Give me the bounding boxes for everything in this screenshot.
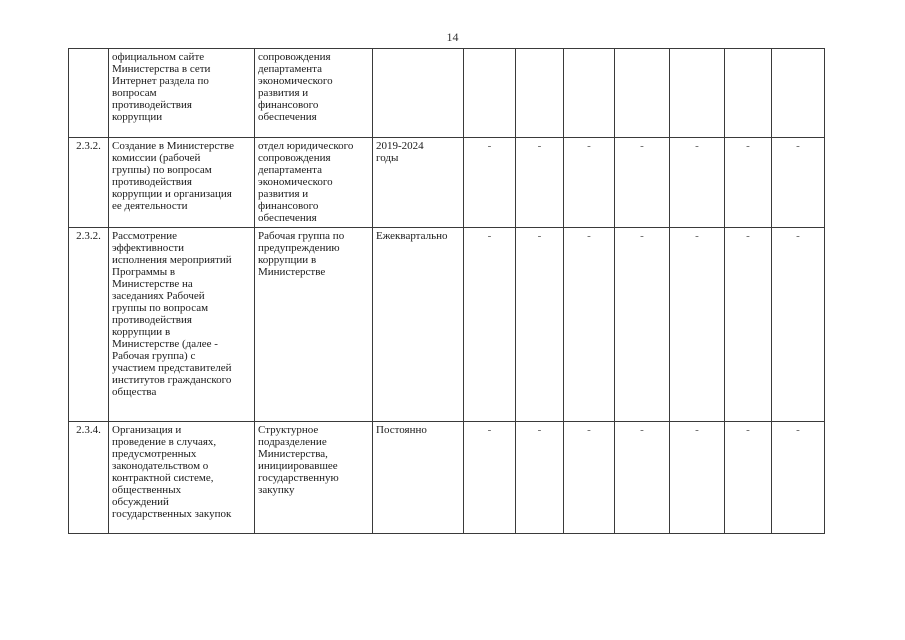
year-mark: -	[564, 422, 615, 534]
year-mark: -	[464, 228, 516, 422]
year-mark	[725, 49, 772, 138]
year-mark: -	[670, 228, 725, 422]
year-mark: -	[564, 228, 615, 422]
term-cell: Ежеквартально	[373, 228, 464, 422]
responsible-cell: Структурное подразделение Министерства, инициировавшее государственную закупку	[255, 422, 373, 534]
year-mark: -	[516, 422, 564, 534]
year-mark	[464, 49, 516, 138]
event-cell: Организация и проведение в случаях, предусмотренных законодательством о контрактной системе, общественных обсуждений государственных закупок	[109, 422, 255, 534]
row-number: 2.3.2.	[69, 228, 109, 422]
year-mark: -	[516, 228, 564, 422]
year-mark: -	[615, 138, 670, 228]
table-row	[69, 138, 825, 228]
year-mark: -	[564, 138, 615, 228]
row-number: 2.3.4.	[69, 422, 109, 534]
year-mark: -	[725, 228, 772, 422]
year-mark	[564, 49, 615, 138]
year-mark	[516, 49, 564, 138]
table-row	[69, 422, 825, 534]
table-row	[69, 228, 825, 422]
year-mark: -	[725, 138, 772, 228]
year-mark: -	[670, 138, 725, 228]
year-mark	[615, 49, 670, 138]
event-cell: Создание в Министерстве комиссии (рабочей группы) по вопросам противодействия коррупции и организация ее деятельности	[109, 138, 255, 228]
term-cell: 2019-2024 годы	[373, 138, 464, 228]
year-mark: -	[725, 422, 772, 534]
year-mark	[670, 49, 725, 138]
year-mark: -	[615, 228, 670, 422]
year-mark: -	[772, 422, 825, 534]
responsible-cell: сопровождения департамента экономического развития и финансового обеспечения	[255, 49, 373, 138]
term-cell: Постоянно	[373, 422, 464, 534]
year-mark: -	[464, 422, 516, 534]
year-mark	[772, 49, 825, 138]
year-mark: -	[516, 138, 564, 228]
measures-table	[68, 48, 825, 534]
event-cell: Рассмотрение эффективности исполнения мероприятий Программы в Министерстве на заседаниях Рабочей группы по вопросам противодействия коррупции в Министерстве (далее - Рабочая группа) с участием представителей институтов гражданского общества	[109, 228, 255, 422]
responsible-cell: Рабочая группа по предупреждению коррупции в Министерстве	[255, 228, 373, 422]
table-row	[69, 49, 825, 138]
event-cell: официальном сайте Министерства в сети Интернет раздела по вопросам противодействия коррупции	[109, 49, 255, 138]
page-number: 14	[446, 30, 459, 44]
year-mark: -	[772, 138, 825, 228]
year-mark: -	[670, 422, 725, 534]
term-cell	[373, 49, 464, 138]
row-number	[69, 49, 109, 138]
year-mark: -	[615, 422, 670, 534]
responsible-cell: отдел юридического сопровождения департамента экономического развития и финансового обеспечения	[255, 138, 373, 228]
year-mark: -	[772, 228, 825, 422]
year-mark: -	[464, 138, 516, 228]
row-number: 2.3.2.	[69, 138, 109, 228]
